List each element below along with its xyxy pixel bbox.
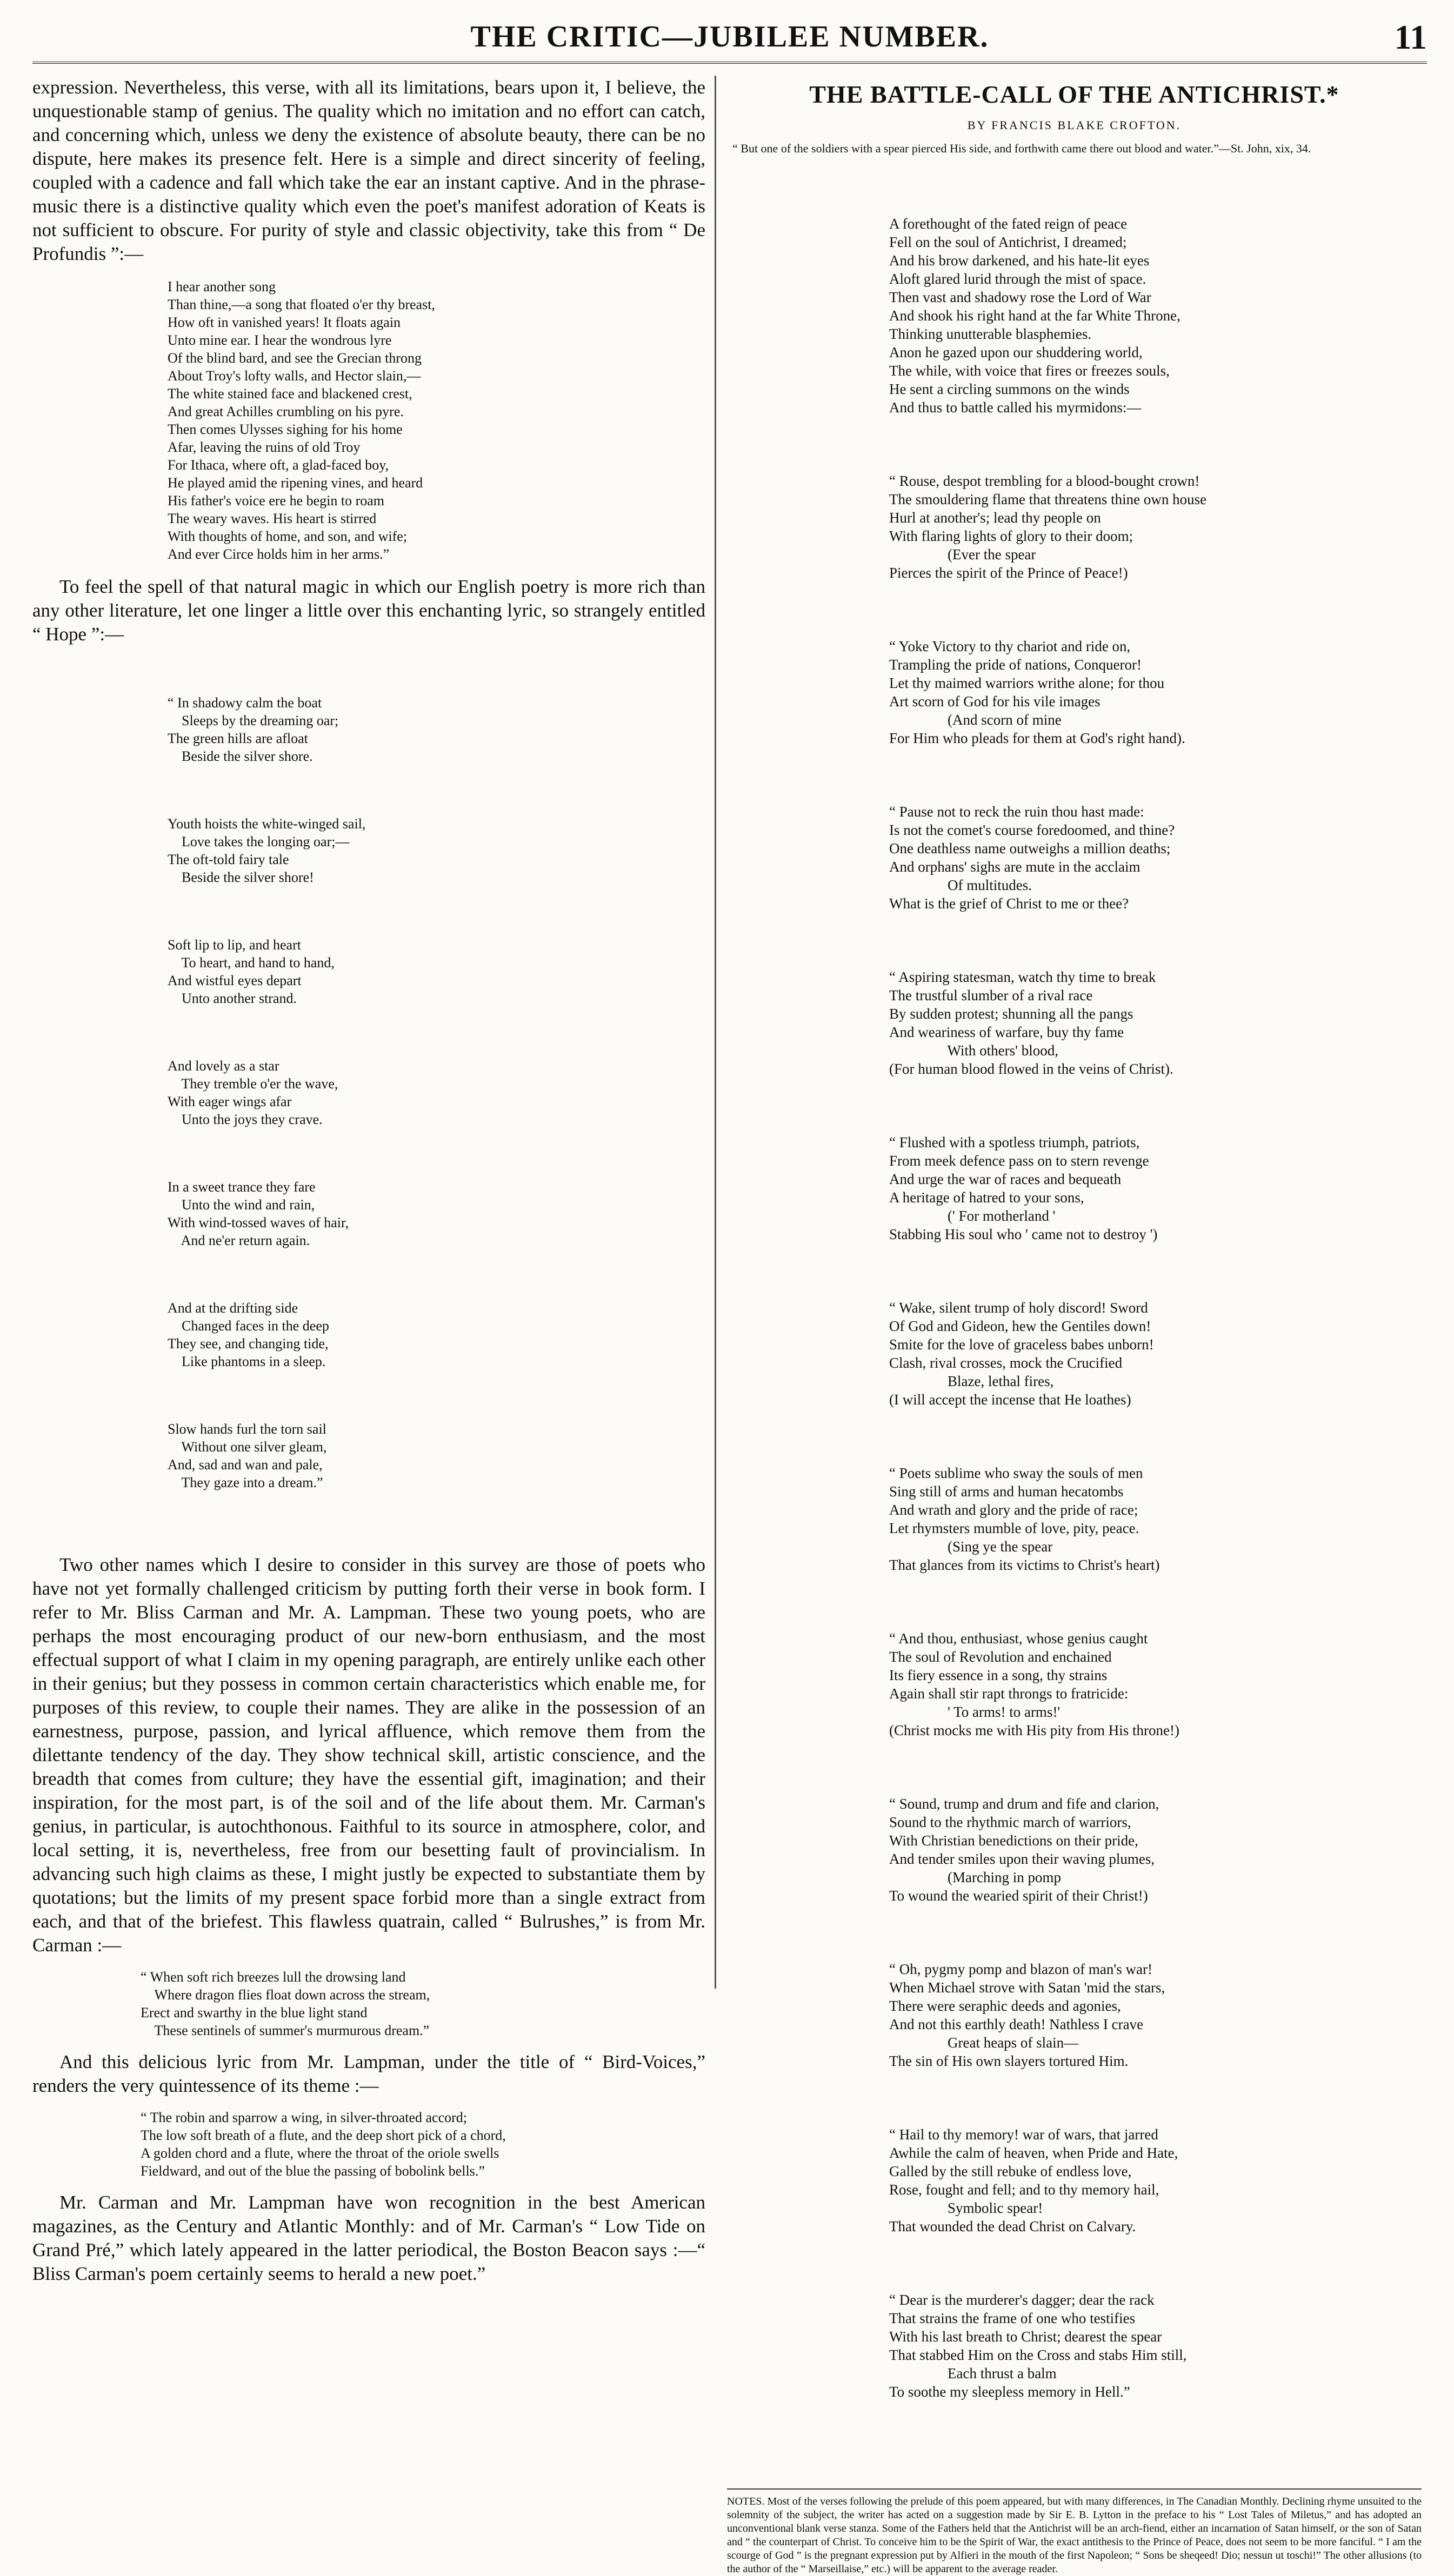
page-header — [32, 19, 1427, 64]
poem-stanza: “ Aspiring statesman, watch thy time to break The trustful slumber of a rival race By sudden protest; shunning all the pangs And weariness of warfare, buy thy fame With others' blood, (For human blood flowed in the veins of Christ). — [889, 969, 1173, 1077]
poem-stanza: “ Hail to thy memory! war of wars, that jarred Awhile the calm of heaven, when Pride and Hate, Galled by the still rebuke of endless love, Rose, fought and fell; and to thy memory hail, Symbolic spear! That wounded the dead Christ on Calvary. — [889, 2126, 1178, 2234]
essay-paragraph-4: And this delicious lyric from Mr. Lampman, under the title of “ Bird-Voices,” renders the very quintessence of its theme :— — [32, 2051, 705, 2096]
hope-stanza: In a sweet trance they fare Unto the wind and rain, With wind-tossed waves of hair, And ne'er return again. — [168, 1179, 349, 1248]
poem-epigraph: “ But one of the soldiers with a spear pierced His side, and forthwith came there out blood and water.”—St. John, xix, 34. — [732, 142, 1311, 155]
hope-stanza: Slow hands furl the torn sail Without one silver gleam, And, sad and wan and pale, They gaze into a dream.” — [168, 1421, 327, 1490]
essay-paragraph-5: Mr. Carman and Mr. Lampman have won recognition in the best American magazines, as the Century and Atlantic Monthly: and of Mr. Carman's “ Low Tide on Grand Pré,” which lately appeared in the latter periodical, the Boston Beacon says :—“ Bliss Carman's poem certainly seems to herald a new poet.” — [32, 2192, 705, 2284]
de-profundis-quote: I hear another song Than thine,—a song that floated o'er thy breast, How oft in vanished years! It floats again Unto mine ear. I hear the wondrous lyre Of the blind bard, and see the Grecian throng About Troy's lofty walls, and Hector slain,— The white stained face and blackened crest, And great Achilles crumbling on his pyre. Then comes Ulysses sighing for his home Afar, leaving the ruins of old Troy For Ithaca, where oft, a glad-faced boy, He played amid the ripening vines, and heard His father's voice ere he begin to roam The weary waves. His heart is stirred With thoughts of home, and son, and wife; And ever Circe holds him in her arms.” — [168, 279, 435, 562]
essay-paragraph-2: To feel the spell of that natural magic in which our English poetry is more rich than any other literature, let one linger a little over this enchanting lyric, so strangely entitled “ Hope ”:— — [32, 576, 705, 645]
hope-stanza: “ In shadowy calm the boat Sleeps by the dreaming oar; The green hills are afloat Beside the silver shore. — [168, 695, 339, 764]
poem-stanza: “ Oh, pygmy pomp and blazon of man's war! When Michael strove with Satan 'mid the stars, There were seraphic deeds and agonies, And not this earthly death! Nathless I crave Great heaps of slain— The sin of His own slayers tortured Him. — [889, 1961, 1165, 2069]
poem-notes: NOTES. Most of the verses following the prelude of this poem appeared, but with many differences, in The Canadian Monthly. Declining rhyme unsuited to the solemnity of the subject, the writer has acted on a suggestion made by Sir E. B. Lytton in the preface to his “ Lost Tales of Miletus,” and has adopted an unconventional blank verse stanza. Some of the Fathers held that the Antichrist will be an arch-fiend, either an incarnation of Satan himself, or the son of Satan and “ the counterpart of Christ. To conceive him to be the Spirit of War, the exact antithesis to the Prince of Peace, does not seem to be more fanciful. “ I am the scourge of God ” is the pregnant expression put by Alfieri in the mouth of the first Napoleon; “ Sons be sheqeed! Dio; nessun ut toschi!” The other allusions (to the author of the “ Marseillaise,” etc.) will be apparent to the average reader. — [727, 2488, 1422, 2576]
poem-byline: BY FRANCIS BLAKE CROFTON. — [967, 118, 1182, 132]
column-divider — [715, 76, 716, 1989]
hope-poem — [168, 658, 705, 1541]
hope-stanza: Soft lip to lip, and heart To heart, and hand to hand, And wistful eyes depart Unto another strand. — [168, 937, 335, 1006]
poem-title: THE BATTLE-CALL OF THE ANTICHRIST.* — [809, 81, 1339, 108]
poem-stanza: “ Poets sublime who sway the souls of men Sing still of arms and human hecatombs And wrath and glory and the pride of race; Let rhymsters mumble of love, pity, peace. (Sing ye the spear That glances from its victims to Christ's heart) — [889, 1465, 1160, 1573]
hope-stanza: And lovely as a star They tremble o'er the wave, With eager wings afar Unto the joys they crave. — [168, 1058, 338, 1127]
poem-stanza: “ Rouse, despot trembling for a blood-bought crown! The smouldering flame that threatens thine own house Hurl at another's; lead thy people on With flaring lights of glory to their doom; (Ever the spear Pierces the spirit of the Prince of Peace!) — [889, 473, 1207, 581]
poem-stanza: “ Flushed with a spotless triumph, patriots, From meek defence pass on to stern revenge And urge the war of races and bequeath A heritage of hatred to your sons, (' For motherland ' Stabbing His soul who ' came not to destroy ') — [889, 1134, 1158, 1242]
poem-stanza: “ Sound, trump and drum and fife and clarion, Sound to the rhythmic march of warriors, With Christian benedictions on their pride, And tender smiles upon their waving plumes, (Marching in pomp To wound the wearied spirit of their Christ!) — [889, 1796, 1159, 1904]
running-title: THE CRITIC—JUBILEE NUMBER. — [470, 20, 989, 53]
poem-stanza: “ Yoke Victory to thy chariot and ride on, Trampling the pride of nations, Conqueror! Let thy maimed warriors writhe alone; for thou Art scorn of God for his vile images (And scorn of mine For Him who pleads for them at God's right hand). — [889, 638, 1185, 746]
bulrushes-quatrain: “ When soft rich breezes lull the drowsing land Where dragon flies float down across the stream, Erect and swarthy in the blue light stand These sentinels of summer's murmurous dream.” — [141, 1969, 430, 2038]
hope-stanza: Youth hoists the white-winged sail, Love takes the longing oar;— The oft-told fairy tale Beside the silver shore! — [168, 816, 366, 885]
poem-stanza: “ Wake, silent trump of holy discord! Sword Of God and Gideon, hew the Gentiles down! Smite for the love of graceless babes unborn! Clash, rival crosses, mock the Crucified Blaze, lethal fires, (I will accept the incense that He loathes) — [889, 1300, 1154, 1408]
page-number: 11 — [1394, 18, 1427, 56]
essay-paragraph-1: expression. Nevertheless, this verse, with all its limitations, bears upon it, I believe, the unquestionable stamp of genius. The quality which no imitation and no effort can catch, and concerning which, unless we deny the existence of absolute beauty, there can be no dispute, here makes its presence felt. Here is a simple and direct sincerity of feeling, coupled with a cadence and fall which take the ear an instant captive. And in the phrase-music there is a distinctive quality which even the poet's manifest adoration of Keats is not sufficient to obscure. For purity of style and classic objectivity, take this from “ De Profundis ”:— — [32, 77, 705, 264]
poem-stanza: “ Dear is the murderer's dagger; dear the rack That strains the frame of one who testifies With his last breath to Christ; dearest the spear That stabbed Him on the Cross and stabs Him still, Each thrust a balm To soothe my sleepless memory in Hell.” — [889, 2292, 1187, 2400]
poem-stanza: “ And thou, enthusiast, whose genius caught The soul of Revolution and enchained Its fiery essence in a song, thy strains Again shall stir rapt throngs to fratricide: ' To arms! to arms!' (Christ mocks me with His pity from His throne!) — [889, 1630, 1179, 1738]
poem-stanza: A forethought of the fated reign of peace Fell on the soul of Antichrist, I dreamed; And his brow darkened, and his hate-lit eyes Aloft glared lurid through the mist of space. Then vast and shadowy rose the Lord of War And shook his right hand at the far White Throne, Thinking unutterable blasphemies. Anon he gazed upon our shuddering world, The while, with voice that fires or freezes souls, He sent a circling summons on the winds And thus to battle called his myrmidons:— — [889, 216, 1180, 416]
left-column — [32, 76, 705, 2286]
battle-call-poem — [889, 178, 1422, 2456]
bird-voices-quote: “ The robin and sparrow a wing, in silver-throated accord; The low soft breath of a flute, and the deep short pick of a chord, A golden chord and a flute, where the throat of the oriole swells Fieldward, and out of the blue the passing of bobolink bells.” — [141, 2110, 506, 2179]
poem-stanza: “ Pause not to reck the ruin thou hast made: Is not the comet's course foredoomed, and thine? One deathless name outweighs a million deaths; And orphans' sighs are mute in the acclaim Of multitudes. What is the grief of Christ to me or thee? — [889, 804, 1175, 912]
hope-stanza: And at the drifting side Changed faces in the deep They see, and changing tide, Like phantoms in a sleep. — [168, 1300, 329, 1369]
right-column — [727, 76, 1422, 2576]
essay-paragraph-3: Two other names which I desire to consider in this survey are those of poets who have not yet formally challenged criticism by putting forth their verse in book form. I refer to Mr. Bliss Carman and Mr. A. Lampman. These two young poets, who are perhaps the most encouraging product of our new-born enthusiasm, and the most effectual support of what I claim in my opening paragraph, are entirely unlike each other in their genius; but they possess in common certain characteristics which enable me, for purposes of this review, to couple their names. They are alike in the possession of an earnestness, purpose, passion, and lyrical affluence, which remove them from the dilettante tendency of the day. They show technical skill, artistic conscience, and the breadth that comes from culture; they have the essential gift, imagination; and their inspiration, for the most part, is of the soil and of the life about them. Mr. Carman's genius, in particular, is autochthonous. Faithful to its source in atmosphere, color, and local setting, it is, nevertheless, free from our besetting fault of provincialism. In advancing such high claims as these, I might justly be expected to substantiate them by quotations; but the limits of my present space forbid more than a single extract from each, and that of the briefest. This flawless quatrain, called “ Bulrushes,” is from Mr. Carman :— — [32, 1554, 705, 1956]
